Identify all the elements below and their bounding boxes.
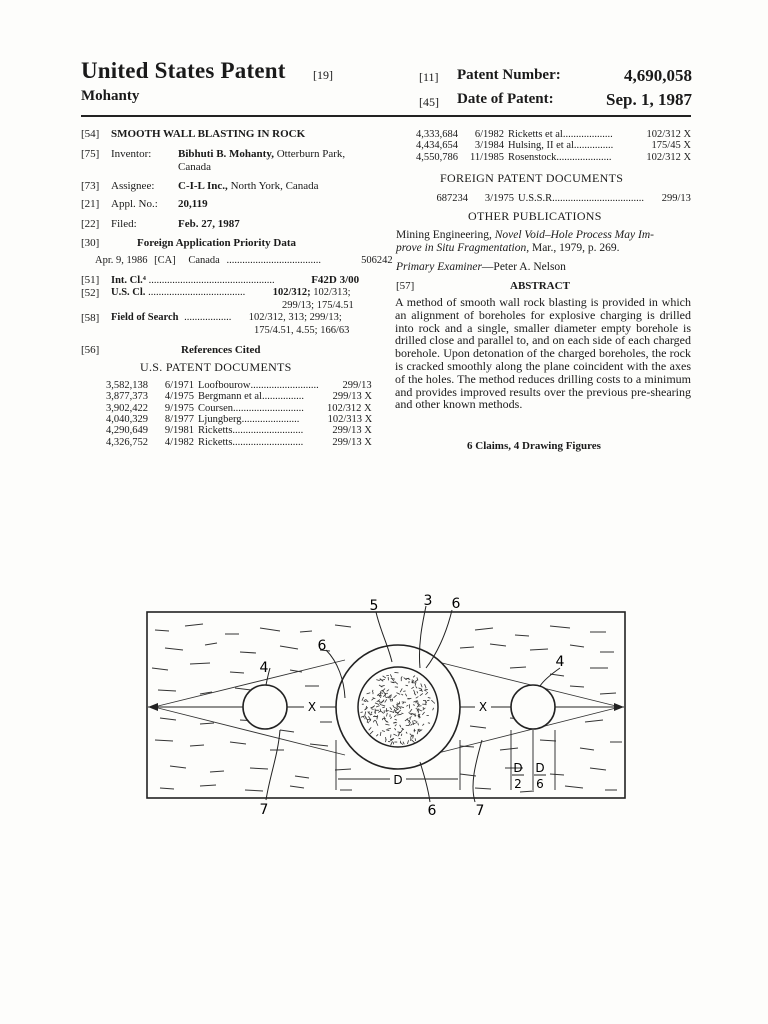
assignee-code: [73] [81, 180, 100, 192]
citation-class: 299/13 [342, 380, 372, 391]
speckle-mark [428, 723, 430, 724]
ref-5: 5 [369, 598, 379, 614]
right-arrow-icon [614, 703, 624, 711]
inventor-place-1: Otterburn Park, [276, 148, 346, 160]
citation-name: Bergmann et al. [198, 391, 265, 403]
speckle-mark [382, 718, 383, 720]
ref-3: 3 [423, 593, 433, 609]
citation-dots: .................................. [554, 193, 645, 204]
priority-dots: .................................... [226, 255, 321, 266]
assignee-value [178, 180, 319, 193]
citation-number: 3,902,422 [106, 402, 148, 414]
pub-title-1: Novel Void–Hole Process May Im- [494, 229, 654, 241]
citation-date: 4/1982 [164, 436, 194, 448]
citation-name: Ljungberg [198, 413, 242, 425]
citation-name: Ricketts [198, 436, 233, 448]
patent-office-title: United States Patent [81, 58, 286, 83]
citation-number: 3,877,373 [106, 391, 148, 403]
uscl-row [111, 287, 351, 298]
ref-6-bottom: 6 [427, 803, 437, 819]
citation-dots: .............. [576, 140, 614, 152]
other-pubs-label: OTHER PUBLICATIONS [468, 209, 602, 223]
citation-class: 102/312 X [646, 129, 692, 140]
x-label-left: X [307, 700, 317, 714]
citation-name: U.S.S.R. [518, 193, 555, 204]
empty-borehole-right [511, 685, 555, 729]
appl-code: [21] [81, 198, 100, 210]
header-inventor: Mohanty [81, 88, 140, 104]
filed-value: Feb. 27, 1987 [178, 218, 240, 230]
pub-title-2: prove in Situ Fragmentation, [396, 242, 530, 254]
priority-date: Apr. 9, 1986 [95, 255, 148, 266]
title-code-54: [54] [81, 128, 100, 140]
date-code: [45] [419, 95, 439, 109]
header-rule [81, 115, 691, 117]
citation-dots: ........................... [232, 436, 304, 448]
citation-number: 687234 [436, 193, 468, 204]
date-of-patent: Sep. 1, 1987 [606, 90, 692, 109]
appl-value: 20,119 [178, 198, 208, 210]
assignee-name: C-I-L Inc., [178, 180, 228, 192]
priority-cc: [CA] [154, 255, 176, 266]
citation-dots: ........................... [232, 425, 304, 437]
speckle-mark [401, 713, 403, 714]
pub-date: Mar., 1979, p. 269. [531, 242, 620, 254]
citation-number: 4,326,752 [106, 436, 148, 448]
abstract-text: A method of smooth wall rock blasting is provided in which an alignment of boreholes for explosive charging is drilled into rock and a single, smaller diameter empty borehole is drilled close and parallel to, and on each side of each charged borehole. Upon detonation of the charged boreholes, the rock is cracked smoothly along the plane coincident with the axes of the holes. The method reduces drilling costs to a minimum and provides improved results over the previous pre-shearing and other known methods. [395, 295, 691, 412]
left-arrow-icon [148, 703, 158, 711]
citation-number: 4,333,684 [416, 129, 458, 140]
citation-date: 6/1982 [474, 129, 504, 140]
intcl-label: Int. Cl.⁴ [111, 275, 146, 286]
ref-4-left: 4 [259, 660, 269, 676]
citation-date: 4/1975 [164, 391, 194, 403]
filed-code: [22] [81, 218, 100, 230]
search-code: [58] [81, 312, 100, 324]
intcl-value: F42D 3/00 [311, 274, 360, 286]
examiner-name: —Peter A. Nelson [481, 261, 566, 273]
inventor-name: Bibhuti B. Mohanty, [178, 148, 274, 160]
claims-count: 6 Claims, 4 Drawing Figures [467, 440, 601, 452]
citation-date: 6/1971 [164, 380, 194, 391]
assignee-label: Assignee: [111, 180, 155, 192]
citation-row [410, 140, 691, 151]
citation-class: 102/313 X [327, 413, 373, 425]
us-docs-label: U.S. PATENT DOCUMENTS [140, 360, 292, 374]
empty-borehole-left [243, 685, 287, 729]
citation-dots: .................. [565, 129, 613, 140]
citation-name: Ricketts et al. [508, 129, 566, 140]
speckle-mark [367, 719, 371, 720]
citation-row [100, 437, 372, 448]
priority-row [95, 255, 393, 266]
citation-class: 299/13 X [332, 436, 372, 448]
assignee-place: North York, Canada [230, 180, 319, 192]
citation-class: 299/13 [661, 193, 691, 204]
citation-class: 299/13 X [332, 391, 372, 403]
ref-6-left: 6 [317, 638, 327, 654]
citation-class: 102/312 X [327, 402, 372, 414]
appl-label: Appl. No.: [111, 198, 158, 210]
citation-number: 3,582,138 [106, 380, 148, 391]
frac-den-1: 2 [514, 777, 522, 791]
patent-number: 4,690,058 [624, 66, 692, 85]
citation-dots: ............... [264, 391, 304, 403]
citation-dots: .......................... [250, 380, 319, 391]
foreign-docs-label: FOREIGN PATENT DOCUMENTS [440, 171, 624, 185]
d-label: D [393, 773, 403, 787]
citation-name: Ricketts [198, 425, 233, 437]
citation-class: 299/13 X [332, 425, 372, 437]
intcl-row [111, 274, 359, 286]
citation-date: 3/1984 [474, 140, 504, 152]
speckle-mark [427, 700, 430, 701]
citation-row [410, 129, 691, 140]
citation-dots: ...................... [241, 413, 300, 425]
priority-country: Canada [188, 255, 220, 266]
speckle-mark [377, 715, 378, 719]
uscl-label: U.S. Cl. [111, 287, 146, 298]
primary-examiner [396, 261, 566, 273]
search-label: Field of Search [111, 312, 179, 323]
citation-date: 3/1975 [484, 193, 514, 204]
intcl-code: [51] [81, 274, 100, 286]
citation-date: 11/1985 [469, 151, 504, 163]
abstract-code: [57] [396, 280, 415, 292]
citation-name: Rosenstock [508, 151, 557, 163]
ref-7-right: 7 [475, 803, 485, 819]
citation-row [100, 391, 372, 402]
citation-row [410, 152, 691, 163]
uscl-value-1: 102/313; [313, 287, 351, 298]
citation-date: 9/1975 [164, 402, 194, 414]
citation-name: Loofbourow [198, 380, 251, 391]
inventor-value [178, 148, 345, 174]
citation-number: 4,040,329 [106, 413, 148, 425]
priority-label: Foreign Application Priority Data [137, 237, 296, 249]
speckle-mark [380, 691, 381, 695]
inventor-label: Inventor: [111, 148, 152, 160]
citation-name: Hulsing, II et al. [508, 140, 577, 152]
intcl-dots: ................................................ [148, 275, 275, 286]
citation-number: 4,434,654 [416, 140, 458, 152]
frac-den-2: 6 [536, 777, 544, 791]
x-label-right: X [478, 700, 488, 714]
pub-source: Mining Engineering, [396, 229, 492, 241]
search-value-2: 175/4.51, 4.55; 166/63 [254, 325, 350, 336]
uscl-value-2: 299/13; 175/4.51 [282, 300, 354, 311]
other-publication [396, 229, 654, 255]
search-row [111, 312, 342, 323]
patent-number-code: [11] [419, 70, 439, 84]
ref-7-left: 7 [259, 802, 269, 818]
invention-title: SMOOTH WALL BLASTING IN ROCK [111, 128, 306, 140]
filed-label: Filed: [111, 218, 137, 230]
citation-row [100, 414, 372, 425]
priority-number: 506242 [361, 255, 393, 266]
citation-row [100, 425, 372, 436]
refs-code: [56] [81, 344, 100, 356]
inventor-place-2: Canada [178, 161, 211, 173]
search-dots: .................. [184, 312, 232, 323]
ref-4-right: 4 [555, 654, 565, 670]
citation-row [420, 193, 691, 204]
citation-row [100, 403, 372, 414]
examiner-label: Primary Examiner [396, 261, 482, 273]
refs-label: References Cited [181, 344, 261, 356]
patent-number-label: Patent Number: [457, 67, 561, 83]
uscl-code: [52] [81, 287, 100, 299]
frac-num-2: D [535, 761, 545, 775]
uscl-value-bold: 102/312; [272, 287, 311, 298]
blasting-diagram [130, 590, 642, 820]
citation-number: 4,550,786 [416, 151, 458, 163]
priority-code: [30] [81, 237, 100, 249]
search-value-1: 102/312, 313; 299/13; [248, 312, 342, 323]
ref-6-top: 6 [451, 596, 461, 612]
abstract-label: ABSTRACT [510, 280, 570, 292]
frac-num-1: D [513, 761, 523, 775]
citation-class: 102/312 X [646, 151, 692, 163]
citation-row [100, 380, 372, 391]
citation-date: 9/1981 [164, 425, 194, 437]
speckle-mark [418, 706, 421, 707]
title-code: [19] [313, 68, 333, 82]
explosive-charge [358, 667, 438, 747]
inventor-code: [75] [81, 148, 100, 160]
citation-date: 8/1977 [164, 413, 194, 425]
citation-dots: ........................... [233, 402, 304, 414]
date-label: Date of Patent: [457, 91, 554, 107]
uscl-dots: ..................................... [148, 287, 246, 298]
citation-name: Coursen [198, 402, 233, 414]
citation-number: 4,290,649 [106, 425, 148, 437]
citation-class: 175/45 X [651, 140, 691, 152]
citation-dots: ..................... [556, 151, 612, 163]
